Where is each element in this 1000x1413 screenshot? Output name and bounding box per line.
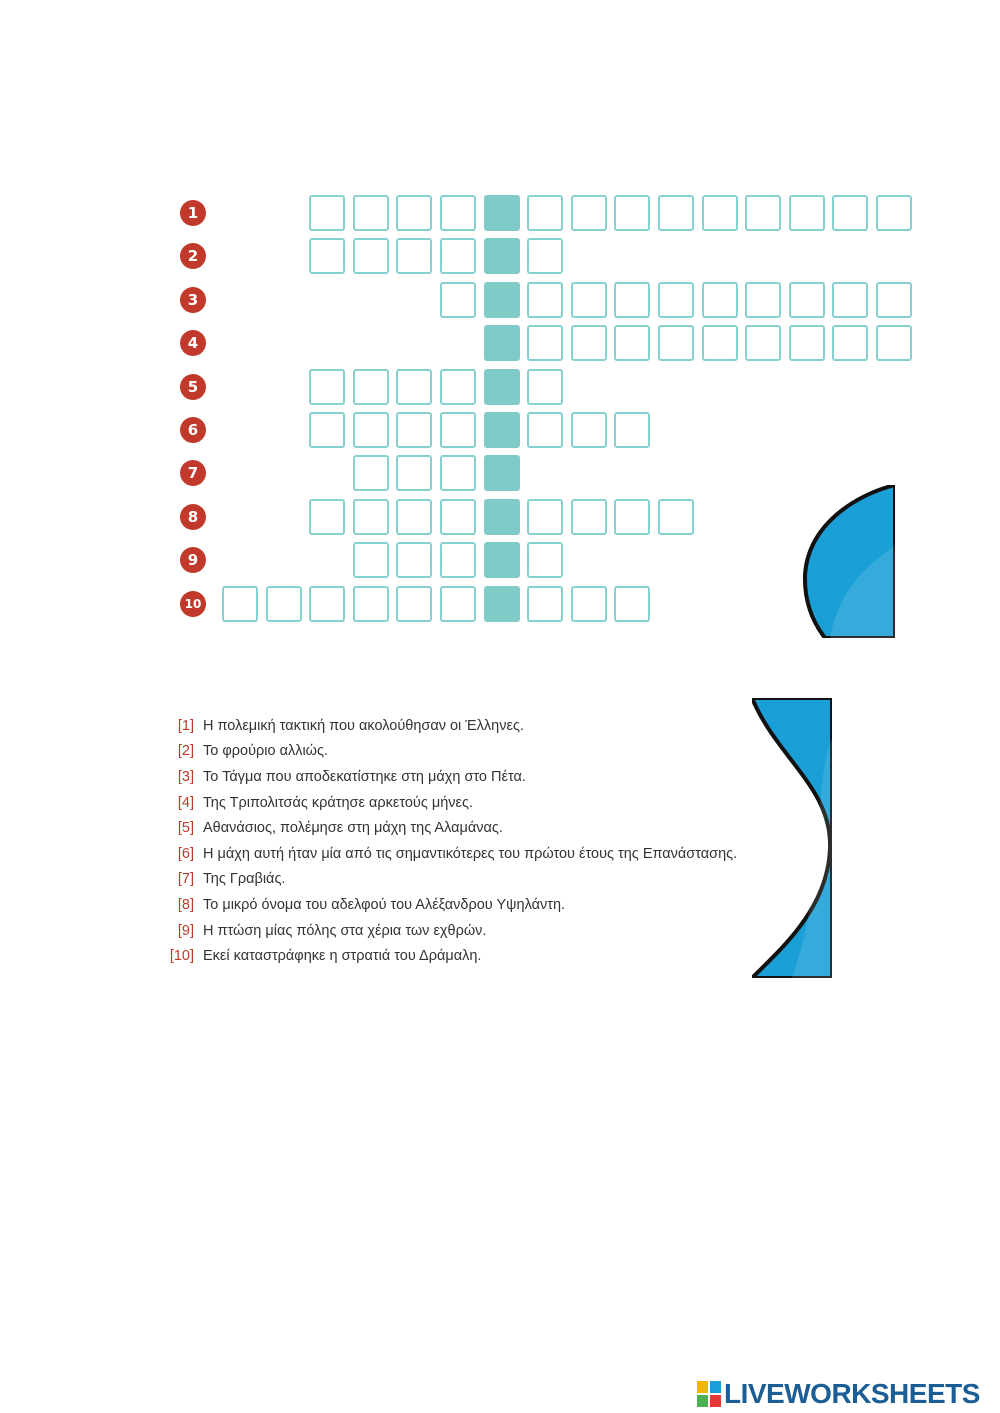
clue-number-badge: 1 [180, 200, 206, 226]
letter-cell[interactable] [614, 499, 650, 535]
clue-number: [4] [177, 794, 194, 811]
letter-cell[interactable] [527, 369, 563, 405]
letter-cell[interactable] [266, 586, 302, 622]
clue-number-badge: 9 [180, 547, 206, 573]
letter-cell[interactable] [309, 499, 345, 535]
key-letter-cell[interactable] [484, 195, 520, 231]
letter-cell[interactable] [745, 325, 781, 361]
letter-cell[interactable] [832, 325, 868, 361]
clue-number-badge: 4 [180, 330, 206, 356]
letter-cell[interactable] [396, 195, 432, 231]
letter-cell[interactable] [440, 455, 476, 491]
letter-cell[interactable] [353, 455, 389, 491]
letter-cell[interactable] [571, 586, 607, 622]
clue-number: [6] [177, 845, 194, 862]
letter-cell[interactable] [396, 455, 432, 491]
clue-item [165, 892, 845, 918]
clue-list [165, 713, 845, 969]
clue-text: Αθανάσιος, πολέμησε στη μάχη της Αλαμάνας. [203, 820, 503, 837]
key-letter-cell[interactable] [484, 412, 520, 448]
letter-cell[interactable] [745, 195, 781, 231]
letter-cell[interactable] [614, 325, 650, 361]
clue-item [165, 713, 845, 739]
brand-name: LIVEWORKSHEETS [724, 1378, 980, 1409]
clue-number: [9] [177, 922, 194, 939]
clue-number-badge: 8 [180, 504, 206, 530]
letter-cell[interactable] [353, 238, 389, 274]
clue-number-badge: 3 [180, 287, 206, 313]
clue-number-badge: 6 [180, 417, 206, 443]
letter-cell[interactable] [527, 499, 563, 535]
letter-cell[interactable] [702, 195, 738, 231]
key-letter-cell[interactable] [484, 325, 520, 361]
letter-cell[interactable] [614, 586, 650, 622]
clue-item [165, 918, 845, 944]
letter-cell[interactable] [309, 238, 345, 274]
letter-cell[interactable] [571, 412, 607, 448]
clue-text: Η πτώση μίας πόλης στα χέρια των εχθρών. [203, 922, 487, 939]
letter-cell[interactable] [353, 412, 389, 448]
clue-item [165, 867, 845, 893]
clue-item [165, 739, 845, 765]
key-letter-cell[interactable] [484, 369, 520, 405]
clue-number: [1] [177, 717, 194, 734]
letter-cell[interactable] [396, 238, 432, 274]
letter-cell[interactable] [396, 412, 432, 448]
letter-cell[interactable] [571, 282, 607, 318]
clue-text: Το μικρό όνομα του αδελφού του Αλέξανδρου Υψηλάντη. [203, 896, 566, 913]
letter-cell[interactable] [789, 325, 825, 361]
letter-cell[interactable] [396, 586, 432, 622]
letter-cell[interactable] [222, 586, 258, 622]
clue-item [165, 815, 845, 841]
liveworksheets-logo [697, 1378, 980, 1410]
letter-cell[interactable] [309, 369, 345, 405]
clue-number-badge: 5 [180, 374, 206, 400]
clue-item [165, 841, 845, 867]
letter-cell[interactable] [789, 282, 825, 318]
letter-cell[interactable] [396, 499, 432, 535]
letter-cell[interactable] [527, 586, 563, 622]
clue-text: Της Τριπολιτσάς κράτησε αρκετούς μήνες. [203, 794, 474, 811]
letter-cell[interactable] [658, 282, 694, 318]
letter-cell[interactable] [614, 282, 650, 318]
letter-cell[interactable] [745, 282, 781, 318]
letter-cell[interactable] [353, 369, 389, 405]
letter-cell[interactable] [396, 542, 432, 578]
letter-cell[interactable] [396, 369, 432, 405]
clue-text: Το Τάγμα που αποδεκατίστηκε στη μάχη στο Πέτα. [203, 768, 526, 785]
clue-item [165, 943, 845, 969]
key-letter-cell[interactable] [484, 542, 520, 578]
letter-cell[interactable] [353, 499, 389, 535]
letter-cell[interactable] [658, 325, 694, 361]
clue-number: [3] [177, 768, 194, 785]
clue-number: [7] [177, 871, 194, 888]
letter-cell[interactable] [527, 325, 563, 361]
clue-text: Η πολεμική τακτική που ακολούθησαν οι Έλληνες. [203, 717, 524, 734]
letter-cell[interactable] [440, 369, 476, 405]
letter-cell[interactable] [832, 282, 868, 318]
clue-item [165, 790, 845, 816]
clue-text: Της Γραβιάς. [203, 871, 286, 888]
letter-cell[interactable] [658, 499, 694, 535]
letter-cell[interactable] [353, 586, 389, 622]
letter-cell[interactable] [440, 542, 476, 578]
letter-cell[interactable] [527, 238, 563, 274]
clue-text: Η μάχη αυτή ήταν μία από τις σημαντικότερες του πρώτου έτους της Επανάστασης. [203, 845, 738, 862]
clue-number-badge: 2 [180, 243, 206, 269]
letter-cell[interactable] [309, 412, 345, 448]
clue-number: [5] [177, 820, 194, 837]
letter-cell[interactable] [440, 238, 476, 274]
letter-cell[interactable] [571, 325, 607, 361]
clue-number-badge: 10 [180, 591, 206, 617]
decorative-wave-top [800, 485, 895, 638]
letter-cell[interactable] [309, 586, 345, 622]
letter-cell[interactable] [571, 195, 607, 231]
letter-cell[interactable] [614, 412, 650, 448]
clue-item [165, 764, 845, 790]
key-letter-cell[interactable] [484, 282, 520, 318]
letter-cell[interactable] [527, 412, 563, 448]
letter-cell[interactable] [614, 195, 650, 231]
letter-cell[interactable] [527, 195, 563, 231]
letter-cell[interactable] [440, 412, 476, 448]
letter-cell[interactable] [832, 195, 868, 231]
key-letter-cell[interactable] [484, 455, 520, 491]
letter-cell[interactable] [353, 542, 389, 578]
letter-cell[interactable] [876, 195, 912, 231]
letter-cell[interactable] [876, 282, 912, 318]
letter-cell[interactable] [440, 282, 476, 318]
letter-cell[interactable] [789, 195, 825, 231]
letter-cell[interactable] [702, 325, 738, 361]
letter-cell[interactable] [876, 325, 912, 361]
letter-cell[interactable] [353, 195, 389, 231]
clue-number: [10] [169, 948, 194, 965]
key-letter-cell[interactable] [484, 586, 520, 622]
clue-text: Το φρούριο αλλιώς. [203, 743, 329, 760]
letter-cell[interactable] [309, 195, 345, 231]
letter-cell[interactable] [658, 195, 694, 231]
clue-number: [2] [177, 743, 194, 760]
letter-cell[interactable] [571, 499, 607, 535]
letter-cell[interactable] [702, 282, 738, 318]
letter-cell[interactable] [440, 195, 476, 231]
key-letter-cell[interactable] [484, 238, 520, 274]
crossword-grid [170, 190, 895, 640]
clue-text: Εκεί καταστράφηκε η στρατιά του Δράμαλη. [203, 948, 482, 965]
brand-mark-icon [697, 1381, 721, 1407]
clue-number: [8] [177, 896, 194, 913]
letter-cell[interactable] [527, 282, 563, 318]
key-letter-cell[interactable] [484, 499, 520, 535]
letter-cell[interactable] [440, 499, 476, 535]
letter-cell[interactable] [527, 542, 563, 578]
clue-number-badge: 7 [180, 460, 206, 486]
letter-cell[interactable] [440, 586, 476, 622]
